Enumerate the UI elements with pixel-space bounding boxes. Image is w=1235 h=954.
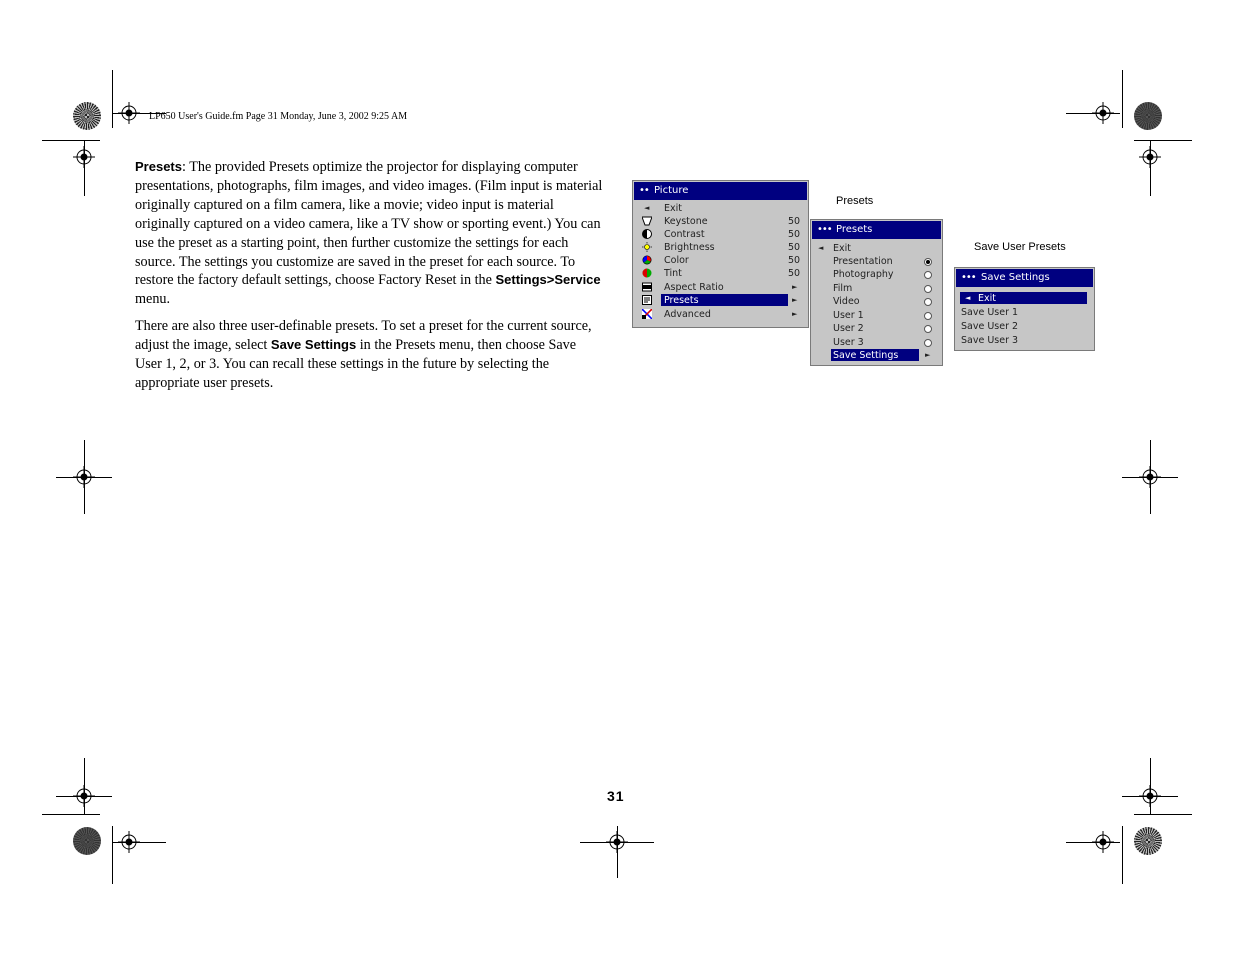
save-item-user-2[interactable]: Save User 2 [961, 321, 1019, 332]
rosette-target-icon [73, 827, 101, 855]
save-settings-menu-title: Save Settings [981, 272, 1050, 283]
presets-menu [810, 219, 943, 366]
menu-item-brightness[interactable]: Brightness 50 [634, 241, 807, 254]
rosette-target-icon [1134, 102, 1162, 130]
preset-item-video[interactable]: Video [812, 295, 941, 308]
preset-item-save-settings[interactable]: Save Settings ► [833, 350, 931, 361]
presets-icon [642, 295, 652, 305]
preset-item-presentation[interactable]: Presentation [812, 255, 941, 268]
registration-target-icon [1092, 102, 1114, 124]
registration-target-icon [118, 102, 140, 124]
menu-item-aspect-ratio[interactable]: Aspect Ratio ► [634, 281, 807, 294]
user-1-radio[interactable] [924, 312, 932, 320]
user-presets-paragraph [135, 317, 605, 393]
presets-description-tail: menu. [135, 291, 171, 308]
presets-description: : The provided Presets optimize the projector for displaying computer presentations, photographs, film images, and video images. (Film input is material originally captured on a film camera, like a movie; video input is material originally captured on a video camera, like a TV show or sporting event.) You can use the preset as a starting point, then further customize the settings for each source. The settings you customize are saved in the preset for each source. To restore the factory default settings, choose Factory Reset in the [135, 159, 603, 289]
preset-item-user-2[interactable]: User 2 [812, 322, 941, 335]
settings-service-ref: Settings>Service [495, 272, 601, 288]
menu-item-color[interactable]: Color 50 [634, 254, 807, 267]
film-radio[interactable] [924, 285, 932, 293]
save-item-user-3[interactable]: Save User 3 [961, 335, 1019, 346]
page-number: 31 [607, 788, 625, 804]
preset-item-exit[interactable]: ◄ Exit [818, 243, 851, 254]
registration-target-icon [1139, 146, 1161, 168]
presets-menu-title-bar: ••• Presets [812, 221, 941, 239]
registration-target-icon [1092, 831, 1114, 853]
presets-term: Presets [135, 159, 182, 174]
picture-menu-title: Picture [654, 185, 689, 196]
save-settings-menu [954, 267, 1095, 351]
aspect-ratio-icon [642, 282, 652, 292]
presets-paragraph [135, 158, 605, 309]
menu-item-tint[interactable]: Tint 50 [634, 267, 807, 280]
registration-target-icon [606, 831, 628, 853]
menu-item-exit[interactable]: ◄ Exit [644, 203, 682, 214]
registration-target-icon [73, 466, 95, 488]
save-user-presets-caption: Save User Presets [974, 241, 1066, 253]
menu-item-keystone[interactable]: Keystone 50 [634, 215, 807, 228]
save-item-exit[interactable]: ◄ Exit [956, 292, 1093, 305]
registration-target-icon [73, 785, 95, 807]
menu-item-advanced[interactable]: Advanced ► [634, 308, 807, 321]
preset-item-user-3[interactable]: User 3 [812, 336, 941, 349]
rosette-target-icon [1134, 827, 1162, 855]
keystone-icon [642, 216, 652, 226]
tint-icon [642, 268, 652, 278]
preset-item-film[interactable]: Film [812, 282, 941, 295]
user-3-radio[interactable] [924, 339, 932, 347]
registration-target-icon [73, 146, 95, 168]
user-2-radio[interactable] [924, 325, 932, 333]
save-item-user-1[interactable]: Save User 1 [961, 307, 1019, 318]
user-presets-text-a: There are also three user-definable presets. To set a preset for the current source, adjust the image, select [135, 318, 592, 353]
picture-menu-title-bar: •• Picture [634, 182, 807, 200]
picture-menu [632, 180, 809, 328]
color-wheel-icon [642, 255, 652, 265]
advanced-tools-icon [642, 309, 652, 319]
file-header: LP650 User's Guide.fm Page 31 Monday, June 3, 2002 9:25 AM [149, 111, 408, 122]
menu-item-presets[interactable]: Presets ► [634, 294, 807, 307]
preset-item-photography[interactable]: Photography [812, 268, 941, 281]
registration-target-icon [1139, 466, 1161, 488]
presets-menu-title: Presets [836, 224, 873, 235]
presets-caption: Presets [836, 195, 874, 207]
user-presets-text-b: in the Presets menu, then choose Save User 1, 2, or 3. You can recall these settings in the future by selecting the appropriate user presets. [135, 336, 577, 391]
save-settings-term: Save Settings [270, 336, 357, 352]
registration-target-icon [118, 831, 140, 853]
video-radio[interactable] [924, 298, 932, 306]
brightness-sun-icon [642, 242, 652, 252]
preset-item-user-1[interactable]: User 1 [812, 309, 941, 322]
photography-radio[interactable] [924, 271, 932, 279]
presentation-radio[interactable] [924, 258, 932, 266]
save-settings-menu-title-bar: ••• Save Settings [956, 269, 1093, 287]
rosette-target-icon [73, 102, 101, 130]
contrast-icon [642, 229, 652, 239]
registration-target-icon [1139, 785, 1161, 807]
menu-item-contrast[interactable]: Contrast 50 [634, 228, 807, 241]
